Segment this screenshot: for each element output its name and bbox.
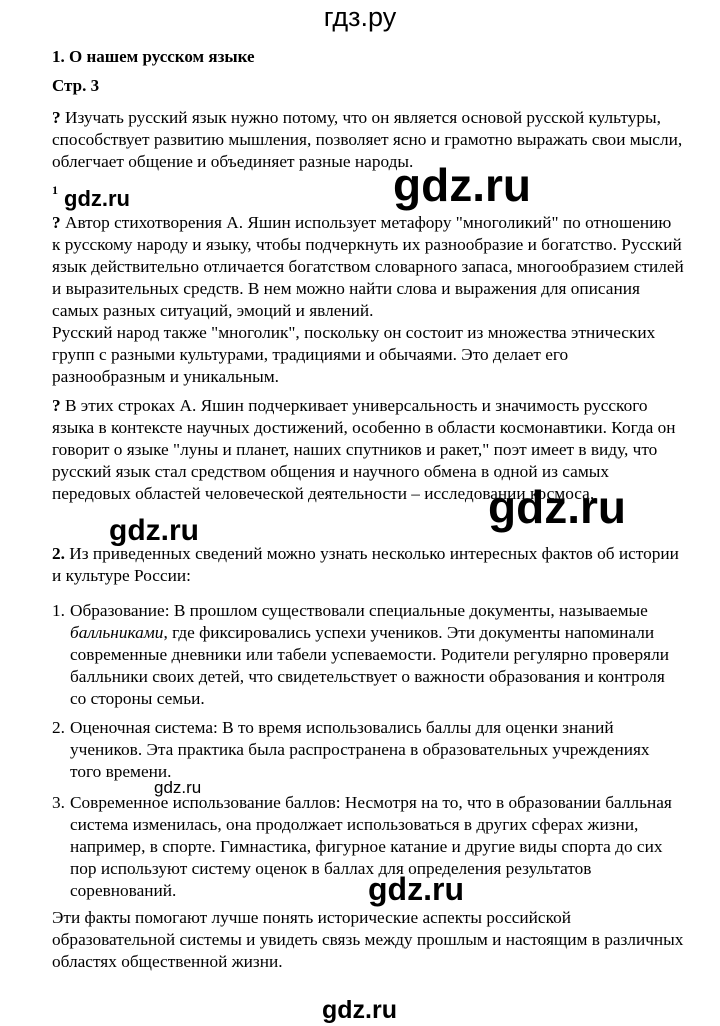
question-mark: ? [52, 396, 61, 415]
exercise-2-intro [52, 543, 684, 587]
watermark: gdz.ru [488, 481, 626, 533]
answer-paragraph-3 [52, 322, 684, 388]
list-item-text: Оценочная система: В то время использовались баллы для оценки знаний учеников. Эта практика была распространена в образовательных учреждениях того времени. [70, 718, 650, 781]
answer-text: Автор стихотворения А. Яшин использует метафору "многоликий" по отношению к русскому народу и языку, чтобы подчеркнуть их разнообразие и богатство. Русский язык действительно отличается богатством словарного запаса, многообразием стилей и выразительных средств. В нем можно найти слова и выражения для описания самых разных ситуаций, эмоций и явлений. [52, 213, 684, 320]
list-item-text-part: Образование: В прошлом существовали специальные документы, называемые [70, 601, 648, 620]
list-item-text-part: , где фиксировались успехи учеников. Эти документы напоминали современные дневники или табели успеваемости. Родители регулярно проверяли балльники своих детей, что свидетельствует о важности образования и контроля со стороны семьи. [70, 623, 669, 708]
section-title: 1. О нашем русском языке [52, 47, 255, 66]
list-item-number: 1. [52, 601, 65, 620]
exercise-number [52, 185, 684, 207]
answer-text: В этих строках А. Яшин подчеркивает универсальность и значимость русского языка в контексте научных достижений, особенно в области космонавтики. Когда он говорит о языке "луны и планет, наших спутников и ракет," поэт имеет в виду, что русский язык стал средством общения и научного обмена в одной из самых передовых областей человеческой деятельности – исследовании космоса. [52, 396, 676, 503]
watermark: gdz.ru [368, 871, 464, 907]
site-header: гдз.ру [323, 2, 397, 32]
list-item-number: 2. [52, 718, 65, 737]
answer-paragraph-2 [52, 212, 684, 322]
watermark: gdz.ru [64, 186, 130, 211]
conclusion-text: Эти факты помогают лучше понять исторические аспекты российской образовательной системы и увидеть связь между прошлым и настоящим в различных областях общественной жизни. [52, 908, 684, 971]
question-mark: ? [52, 108, 61, 127]
exercise-number-label: 1 [52, 183, 58, 198]
watermark: gdz.ru [393, 159, 531, 211]
list-item-number: 3. [52, 793, 65, 812]
conclusion-paragraph [52, 907, 684, 973]
list-item-text [70, 600, 682, 710]
exercise-2-number: 2. [52, 544, 65, 563]
list-item-italic-term: балльниками [70, 623, 164, 642]
watermark: gdz.ru [154, 778, 202, 797]
exercise-2-intro-text: Из приведенных сведений можно узнать несколько интересных фактов об истории и культуре России: [52, 544, 679, 585]
answer-text: Русский народ также "многолик", поскольку он состоит из множества этнических групп с разными культурами, традициями и обычаями. Это делает его разнообразным и уникальным. [52, 323, 656, 386]
watermark: gdz.ru [322, 996, 397, 1024]
answer-paragraph-1 [52, 107, 684, 173]
question-mark: ? [52, 213, 61, 232]
page-reference: Стр. 3 [52, 76, 100, 95]
watermark: gdz.ru [109, 514, 199, 547]
answer-text: Изучать русский язык нужно потому, что он является основой русской культуры, способствует развитию мышления, позволяет ясно и грамотно выражать свои мысли, облегчает общение и объединяет разные народы. [52, 108, 683, 171]
list-item-text: Современное использование баллов: Несмотря на то, что в образовании балльная система изменилась, она продолжает использоваться в других сферах жизни, например, в спорте. Гимнастика, фигурное катание и другие виды спорта до сих пор используют систему оценок в баллах для определения результатов соревнований. [70, 793, 672, 900]
